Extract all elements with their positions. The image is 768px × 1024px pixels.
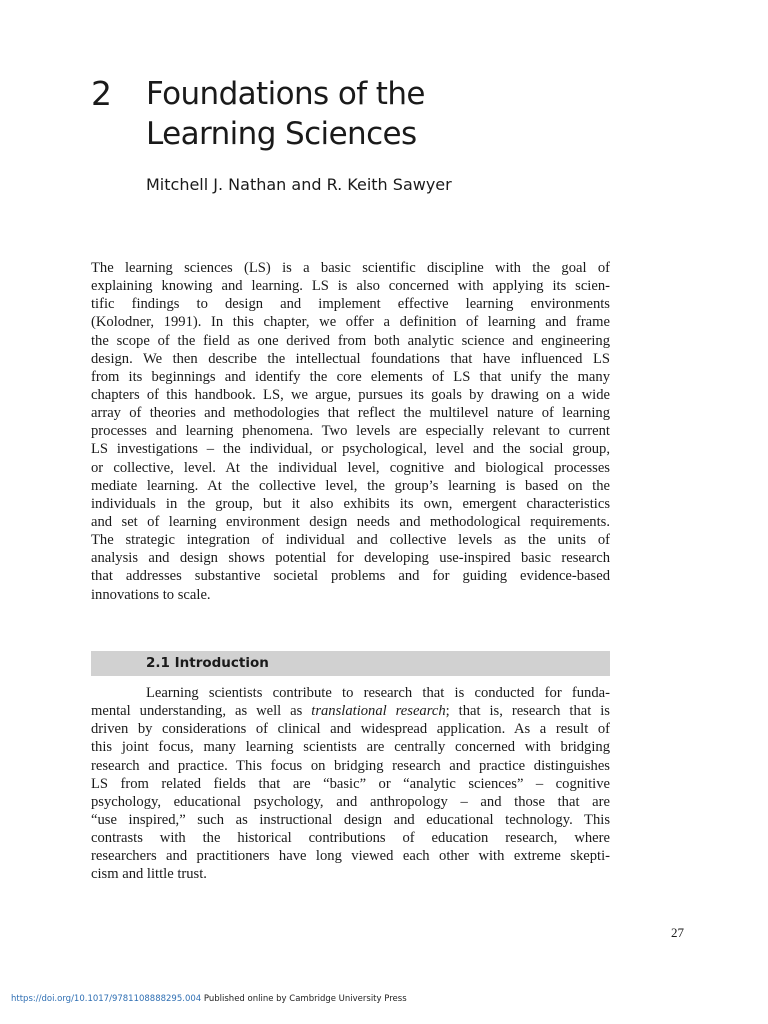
text-line: processes and learning phenomena. Two levels are especially relevant to current [91, 423, 610, 440]
section-heading-bar [91, 651, 610, 676]
italic-term: translational research [311, 703, 446, 720]
text-line: or collective, level. At the individual level, cognitive and biological processes [91, 459, 610, 476]
chapter-authors: Mitchell J. Nathan and R. Keith Sawyer [146, 175, 452, 194]
text-line: innovations to scale. [91, 586, 211, 603]
text-line: (Kolodner, 1991). In this chapter, we offer a definition of learning and frame [91, 314, 610, 331]
text-line: research and practice. This focus on bridging research and practice distinguishes [91, 757, 610, 774]
text-line: contrasts with the historical contributions of education research, where [91, 830, 610, 847]
text-line: individuals in the group, but it also exhibits its own, emergent characteristics [91, 495, 610, 512]
chapter-title [146, 74, 616, 154]
page-number: 27 [671, 925, 684, 940]
chapter-title-line-2: Learning Sciences [146, 116, 417, 152]
chapter-title-line-1: Foundations of the [146, 76, 425, 112]
text-line: psychology, educational psychology, and anthropology – and those that are [91, 793, 610, 810]
text-line: array of theories and methodologies that reflect the multilevel nature of learning [91, 405, 610, 422]
text-line: tific findings to design and implement effective learning environments [91, 296, 610, 313]
text-line: LS from related fields that are “basic” or “analytic sciences” – cognitive [91, 775, 610, 792]
text-line: this joint focus, many learning scientists are centrally concerned with bridging [91, 739, 610, 756]
text-line: The strategic integration of individual and collective levels as the units of [91, 532, 610, 549]
publisher-note: Published online by Cambridge University Press [203, 994, 407, 1004]
text-line: LS investigations – the individual, or psychological, level and the social group, [91, 441, 610, 458]
text-line: that addresses substantive societal problems and for guiding evidence-based [91, 568, 610, 585]
text-line: cism and little trust. [91, 866, 207, 883]
chapter-abstract [91, 259, 610, 604]
text-fragment: mental understanding, as well as [91, 703, 312, 720]
text-line [91, 702, 610, 720]
section-title: 2.1 Introduction [146, 655, 269, 671]
page-footer [11, 993, 407, 1005]
text-line: Learning scientists contribute to research that is conducted for funda- [146, 685, 610, 701]
text-line: the scope of the field as one derived from both analytic science and engineering [91, 332, 610, 349]
text-line: driven by considerations of clinical and widespread application. As a result of [91, 721, 610, 738]
text-line: The learning sciences (LS) is a basic scientific discipline with the goal of [91, 260, 610, 276]
text-line: analysis and design shows potential for developing use-inspired basic research [91, 550, 610, 567]
text-fragment: ; that is, research that is [445, 703, 610, 720]
introduction-text [91, 684, 610, 884]
text-line: “use inspired,” such as instructional design and educational technology. This [91, 811, 610, 828]
text-line: and set of learning environment design needs and methodological requirements. [91, 513, 610, 530]
doi-link[interactable]: https://doi.org/10.1017/9781108888295.004 [11, 994, 202, 1004]
text-line: chapters of this handbook. LS, we argue, pursues its goals by drawing on a wide [91, 386, 610, 403]
text-line: design. We then describe the intellectual foundations that have influenced LS [91, 350, 610, 367]
text-line: from its beginnings and identify the core elements of LS that unify the many [91, 368, 610, 385]
text-line: mediate learning. At the collective level, the group’s learning is based on the [91, 477, 610, 494]
text-line: explaining knowing and learning. LS is also concerned with applying its scien- [91, 278, 610, 295]
chapter-number: 2 [91, 74, 112, 113]
text-line: researchers and practitioners have long viewed each other with extreme skepti- [91, 848, 610, 865]
